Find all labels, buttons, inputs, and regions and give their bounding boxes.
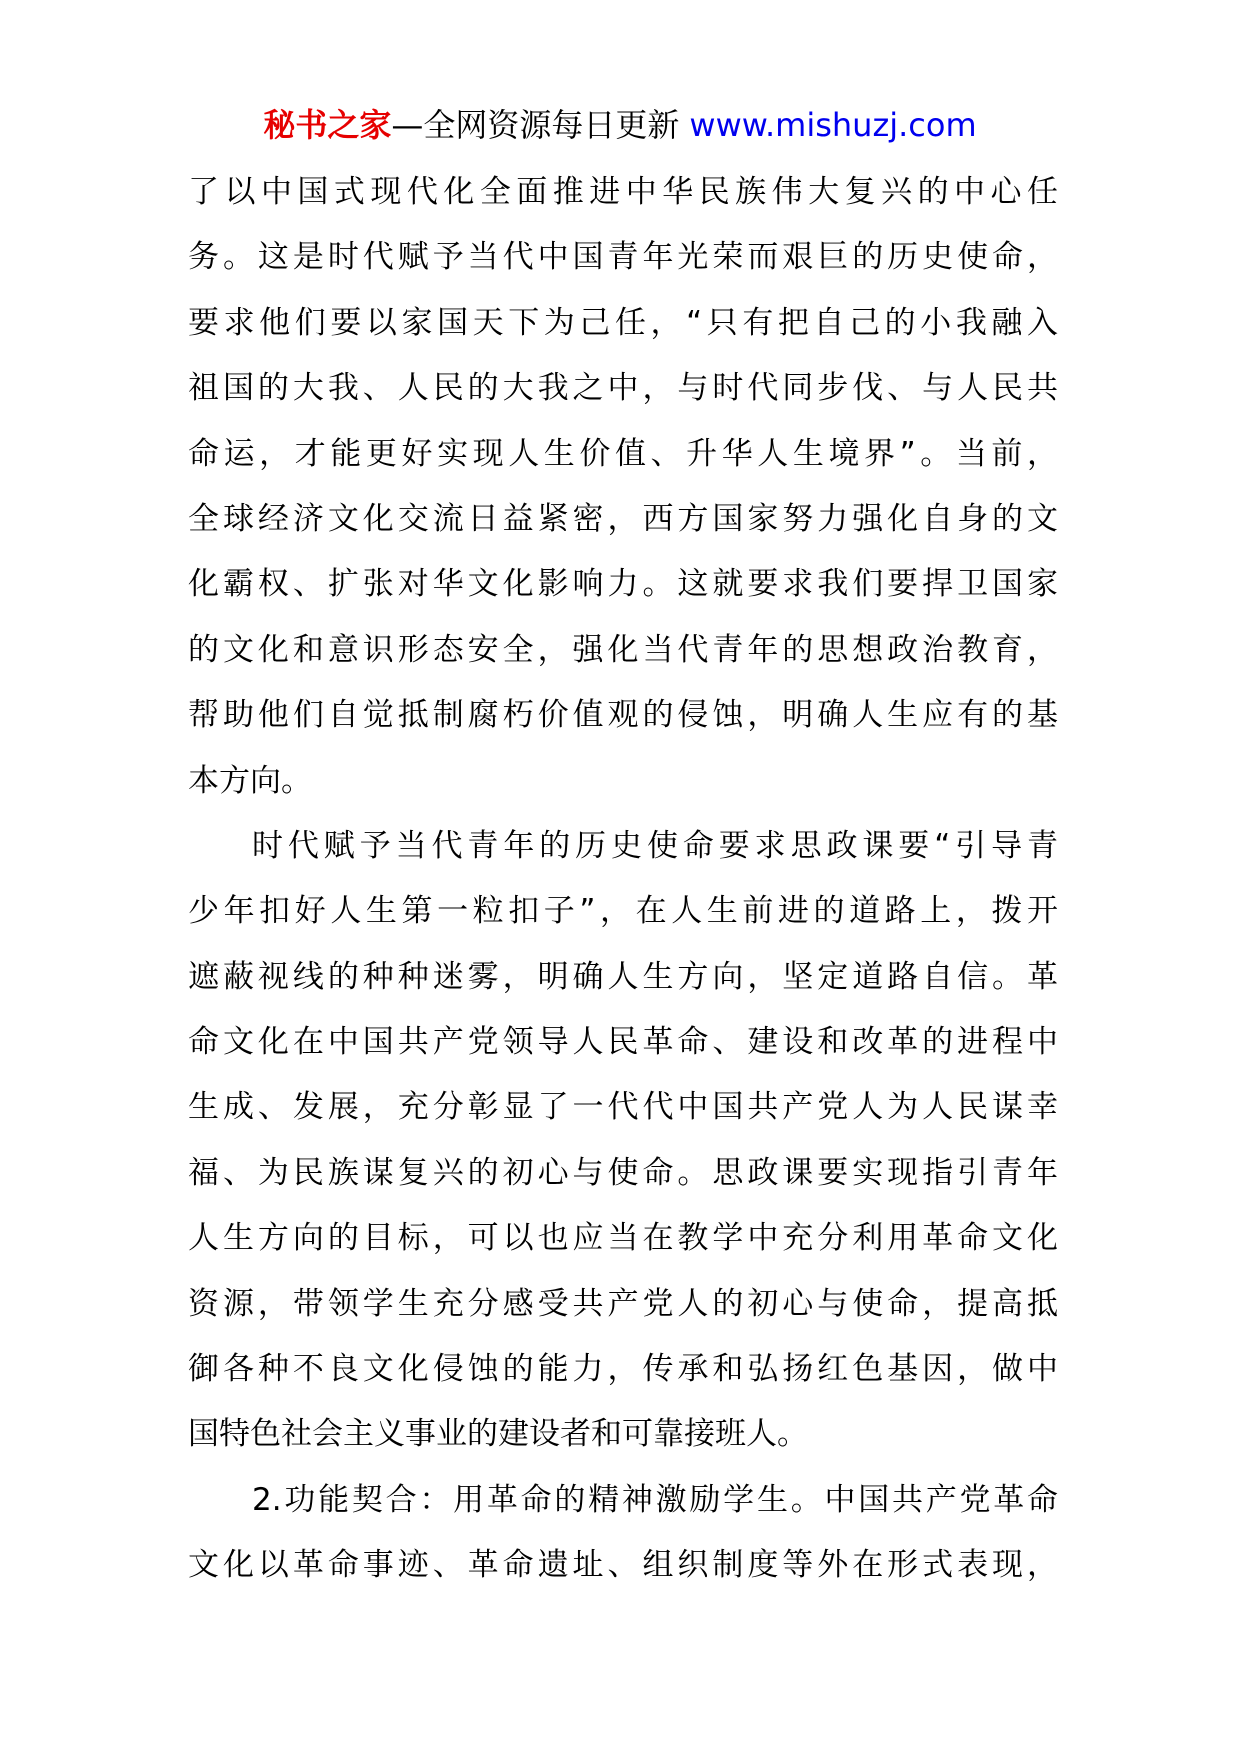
text-line: 命文化在中国共产党领导人民革命、建设和改革的进程中 [188, 1024, 1058, 1061]
text-line: 国特色社会主义事业的建设者和可靠接班人。 [188, 1416, 808, 1453]
text-line: 的文化和意识形态安全，强化当代青年的思想政治教育， [188, 631, 1058, 668]
text-line: 化霸权、扩张对华文化影响力。这就要求我们要捍卫国家 [188, 566, 1058, 603]
text-line: 帮助他们自觉抵制腐朽价值观的侵蚀，明确人生应有的基 [188, 697, 1058, 734]
header-slogan: —全网资源每日更新 [391, 106, 680, 144]
text-line: 了以中国式现代化全面推进中华民族伟大复兴的中心任 [188, 174, 1058, 210]
text-line: 时代赋予当代青年的历史使命要求思政课要“引导青 [252, 827, 1058, 864]
text-line: 2.功能契合：用革命的精神激励学生。中国共产党革命 [252, 1481, 1058, 1518]
text-line: 少年扣好人生第一粒扣子”，在人生前进的道路上，拨开 [188, 893, 1058, 930]
site-url-link[interactable]: www.mishuzj.com [689, 106, 977, 144]
paragraph [188, 160, 1058, 814]
site-header [0, 100, 1240, 150]
text-line: 文化以革命事迹、革命遗址、组织制度等外在形式表现， [188, 1547, 1058, 1584]
text-line: 本方向。 [188, 762, 312, 799]
text-line: 资源，带领学生充分感受共产党人的初心与使命，提高抵 [188, 1285, 1058, 1322]
text-line: 御各种不良文化侵蚀的能力，传承和弘扬红色基因，做中 [188, 1351, 1058, 1388]
text-line: 全球经济文化交流日益紧密，西方国家努力强化自身的文 [188, 500, 1058, 537]
text-line: 福、为民族谋复兴的初心与使命。思政课要实现指引青年 [188, 1154, 1058, 1191]
text-line: 生成、发展，充分彰显了一代代中国共产党人为人民谋幸 [188, 1089, 1058, 1126]
text-line: 命运，才能更好实现人生价值、升华人生境界”。当前， [188, 435, 1058, 472]
document-body [188, 160, 1058, 1599]
text-line: 务。这是时代赋予当代中国青年光荣而艰巨的历史使命， [188, 239, 1058, 276]
text-line: 要求他们要以家国天下为己任，“只有把自己的小我融入 [188, 304, 1058, 341]
paragraph [188, 814, 1058, 1468]
paragraph [188, 1468, 1058, 1599]
text-line: 祖国的大我、人民的大我之中，与时代同步伐、与人民共 [188, 370, 1058, 407]
text-line: 遮蔽视线的种种迷雾，明确人生方向，坚定道路自信。革 [188, 958, 1058, 995]
text-line: 人生方向的目标，可以也应当在教学中充分利用革命文化 [188, 1220, 1058, 1257]
brand-name: 秘书之家 [263, 106, 392, 144]
